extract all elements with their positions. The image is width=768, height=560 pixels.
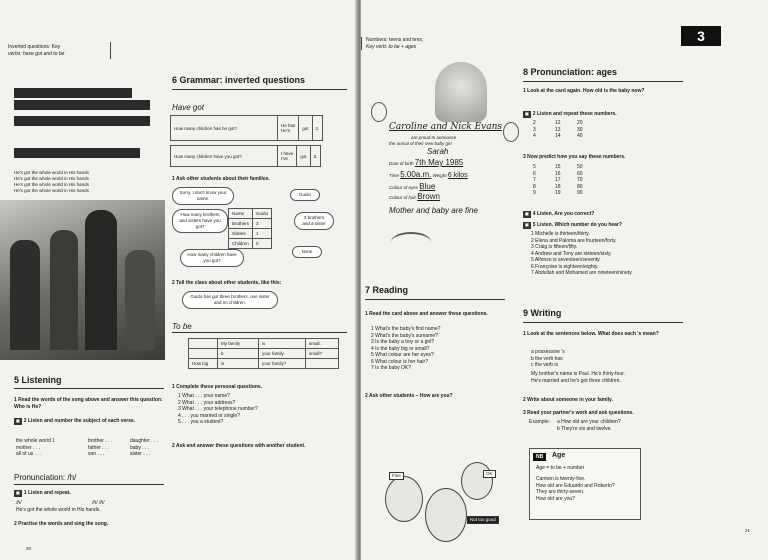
card-line-1: are proud to announce bbox=[411, 135, 457, 140]
number-row bbox=[533, 190, 583, 197]
num: 18 bbox=[555, 183, 561, 190]
nb-badge: NB bbox=[533, 453, 546, 461]
cell: your family? bbox=[259, 359, 306, 369]
table-num: 2. bbox=[312, 116, 323, 141]
pron-ages-q4-text: 4 Listen. Are you correct? bbox=[532, 211, 595, 217]
hear-item: 3 Craig is fifteen/fifty. bbox=[531, 244, 578, 250]
num: 80 bbox=[577, 183, 583, 190]
reading-q1: 1 Read the card above and answer these questions. bbox=[365, 311, 488, 317]
table-subjects bbox=[278, 116, 299, 141]
cell: 1 bbox=[253, 229, 272, 239]
pron-h-q2: 2 Practise the words and sing the song. bbox=[14, 521, 109, 527]
num: 3 bbox=[533, 126, 536, 133]
cassette-icon: ▣ bbox=[16, 490, 20, 495]
bubble-guido-has: Guido has got three brothers, one sister and no children. bbox=[182, 291, 278, 309]
to-be-grid bbox=[188, 338, 339, 369]
dob-label: Date of birth bbox=[389, 161, 414, 166]
num: 14 bbox=[555, 133, 561, 139]
cell: Guido bbox=[253, 209, 272, 219]
hair-label: Colour of hair bbox=[389, 195, 417, 200]
caption-line: He's got the whole world in His hands bbox=[14, 182, 89, 187]
card-footer: Mother and baby are fine bbox=[389, 206, 478, 215]
subject: He has bbox=[281, 123, 296, 128]
word: baby . . . bbox=[130, 444, 150, 451]
cartoon-faces bbox=[385, 458, 505, 560]
pron-ages-q1: 1 Look at the card again. How old is the baby now? bbox=[523, 88, 645, 94]
word: daughter . . . bbox=[130, 438, 159, 444]
reading-items bbox=[371, 326, 440, 372]
pron-ages-q3: 3 Now predict how you say these numbers. bbox=[523, 154, 626, 160]
writing-rule bbox=[523, 322, 683, 323]
num: 8 bbox=[533, 183, 536, 190]
writing-opt: a possessive 's bbox=[531, 349, 565, 355]
num: 6 bbox=[533, 170, 536, 177]
nb-rule: Age = to be + number bbox=[536, 465, 585, 471]
reading-rule bbox=[365, 299, 505, 300]
pron-ages-q2-text: 2 Listen and repeat these numbers. bbox=[532, 111, 617, 117]
numbers-grid-b bbox=[533, 164, 583, 197]
cell: Children bbox=[229, 239, 253, 249]
subject: He's bbox=[281, 128, 290, 133]
writing-opts bbox=[531, 349, 565, 369]
complete-item: 5 . . . you a student? bbox=[178, 419, 224, 425]
writing-example-label: Example: bbox=[529, 419, 550, 425]
nb-title: Age bbox=[552, 452, 566, 459]
figure bbox=[125, 250, 155, 350]
reading-item: 1 What's the baby's first name? bbox=[371, 326, 441, 332]
cassette-icon: ▣ bbox=[16, 418, 20, 423]
table-he-has bbox=[170, 115, 323, 141]
number-row bbox=[533, 133, 583, 140]
task-ask: 2 Ask and answer these questions with another student. bbox=[172, 443, 306, 449]
complete-item: 2 What . . . your address? bbox=[178, 399, 236, 406]
left-page bbox=[0, 0, 357, 560]
card-time bbox=[389, 172, 468, 179]
example-line: He's married and he's got three children. bbox=[531, 377, 621, 384]
page-number-left: 20 bbox=[26, 546, 32, 551]
bubble-how-many: How many brothers and sisters have you got? bbox=[172, 209, 228, 233]
example-line: My brother's name is Paul. He's thirty-four. bbox=[531, 371, 625, 377]
bubble-none: None bbox=[292, 246, 322, 258]
table-question: How many children have you got? bbox=[171, 146, 278, 167]
face-icon bbox=[425, 488, 467, 542]
hear-item: 2 Elena and Paloma are fourteen/forty. bbox=[531, 237, 617, 244]
hear-item: 7 Abdullah and Mohamed are nineteen/ninety. bbox=[531, 270, 633, 276]
listening-rule bbox=[14, 388, 164, 389]
cell: your family bbox=[259, 349, 306, 359]
num: 13 bbox=[555, 126, 561, 133]
dark-strip-1 bbox=[14, 88, 132, 98]
card-names: Caroline and Nick Evans bbox=[389, 122, 503, 132]
top-note-line-1: Numbers: teens and tens; bbox=[366, 37, 424, 43]
reading-item: 3 Is the baby a boy or a girl? bbox=[371, 339, 435, 345]
cell: How big bbox=[189, 359, 218, 369]
nb-line: They are thirty-seven. bbox=[536, 489, 585, 495]
table-question: How many children has he got? bbox=[171, 116, 278, 141]
words-col-1 bbox=[16, 438, 55, 458]
example-q: b They're six and twelve. bbox=[557, 425, 612, 432]
eyes-value: Blue bbox=[419, 182, 436, 191]
complete-item: 3 What . . . your telephone number? bbox=[178, 406, 258, 412]
cell bbox=[189, 349, 218, 359]
reading-title: 7 Reading bbox=[365, 285, 409, 295]
num: 17 bbox=[555, 177, 561, 183]
writing-opt: c the verb is bbox=[531, 362, 558, 368]
num: 9 bbox=[533, 190, 536, 196]
family-photo bbox=[0, 200, 165, 360]
caption-line: He's got the whole world in His hands bbox=[14, 176, 89, 181]
hear-item: 4 Andrew and Tony are sixteen/sixty. bbox=[531, 250, 612, 257]
num: 70 bbox=[577, 177, 583, 183]
table-i-have bbox=[170, 145, 321, 167]
cell bbox=[306, 359, 339, 369]
complete-item: 4 . . . you married or single? bbox=[178, 412, 240, 419]
num: 50 bbox=[577, 164, 583, 170]
hair-value: Brown bbox=[417, 192, 440, 201]
cell bbox=[189, 339, 218, 349]
cell: Brothers bbox=[229, 219, 253, 229]
writing-q3: 3 Read your partner's work and ask questions. bbox=[523, 410, 634, 416]
time-label: Time bbox=[389, 173, 399, 178]
have-got-table-1 bbox=[170, 115, 323, 141]
words-col-3 bbox=[130, 438, 158, 458]
pron-ages-q5 bbox=[523, 222, 622, 229]
pron-h-line: He's got the whole world in His hands. bbox=[16, 507, 101, 513]
family-table bbox=[228, 208, 272, 249]
num: 2 bbox=[533, 120, 536, 126]
table-verb: got bbox=[297, 146, 310, 167]
num: 4 bbox=[533, 133, 536, 139]
cartoon-ok: OK bbox=[483, 470, 496, 478]
word: brother . . . bbox=[88, 438, 113, 444]
cell: is bbox=[218, 359, 259, 369]
dark-strip-4 bbox=[14, 148, 140, 158]
birth-card bbox=[371, 62, 519, 262]
listening-title: 5 Listening bbox=[14, 375, 62, 385]
figure bbox=[10, 240, 40, 350]
word: mother . . . bbox=[16, 444, 40, 451]
table-subjects bbox=[278, 146, 297, 167]
num: 16 bbox=[555, 170, 561, 177]
words-col-2 bbox=[88, 438, 112, 458]
complete-list bbox=[178, 393, 258, 426]
have-got-table-2 bbox=[170, 145, 321, 167]
writing-example bbox=[531, 371, 625, 384]
nb-box bbox=[529, 448, 641, 520]
writing-title: 9 Writing bbox=[523, 308, 562, 318]
caption-line: He's got the whole world in His hands bbox=[14, 170, 89, 175]
eyes-label: Colour of eyes bbox=[389, 185, 419, 190]
cell: Name bbox=[229, 209, 253, 219]
num: 15 bbox=[555, 164, 561, 170]
example-q: a How old are your children? bbox=[557, 419, 621, 425]
pron-ages-title: 8 Pronunciation: ages bbox=[523, 67, 618, 77]
nb-line: How old are you? bbox=[536, 495, 575, 502]
corner-note-line-2: verbs: have got and to be bbox=[8, 50, 65, 57]
cartoon-not-too-good: Not too good bbox=[467, 516, 499, 524]
pron-h-rule bbox=[14, 484, 164, 485]
balloon-icon bbox=[371, 102, 387, 122]
word: sister . . . bbox=[130, 451, 151, 457]
balloon-icon bbox=[503, 122, 519, 142]
dob-value: 7th May 1985 bbox=[414, 158, 464, 167]
reading-item: 5 What colour are her eyes? bbox=[371, 352, 434, 358]
num: 5 bbox=[533, 164, 536, 170]
to-be-rule bbox=[172, 332, 347, 333]
figure bbox=[85, 210, 117, 350]
num: 12 bbox=[555, 120, 561, 126]
card-dob bbox=[389, 160, 463, 167]
nb-line: Carmen is twenty-five. bbox=[536, 476, 586, 482]
reading-item: 6 What colour is her hair? bbox=[371, 358, 428, 365]
reading-item: 7 Is the baby OK? bbox=[371, 365, 412, 371]
listening-q2 bbox=[14, 418, 154, 425]
right-page bbox=[361, 0, 768, 560]
writing-example-qs bbox=[557, 419, 621, 432]
bubble-guido: Guido bbox=[290, 189, 320, 201]
cell: 3 bbox=[253, 219, 272, 229]
bubble-three-brothers: 3 brothers and a sister bbox=[294, 212, 334, 230]
hear-item: 6 Françoise is eighteen/eighty. bbox=[531, 263, 599, 270]
cell: small. bbox=[306, 339, 339, 349]
pron-h-symbol-2: /h/ /h/ bbox=[92, 500, 105, 506]
caption-line: He's got the whole world in His hands bbox=[14, 188, 89, 193]
num: 20 bbox=[577, 120, 583, 126]
num: 90 bbox=[577, 190, 583, 196]
pron-h-title: Pronunciation: /h/ bbox=[14, 473, 77, 482]
family-grid bbox=[228, 208, 272, 249]
listening-q2-text: 2 Listen and number the subject of each verse. bbox=[23, 418, 136, 424]
baby-photo bbox=[435, 62, 487, 122]
writing-opt: b the verb has bbox=[531, 355, 563, 362]
pron-ages-q5-text: 5 Listen. Which number do you hear? bbox=[532, 222, 622, 228]
pron-ages-rule bbox=[523, 81, 683, 82]
card-hair bbox=[389, 194, 440, 201]
cartoon-fine: Fine bbox=[389, 472, 404, 480]
word: all of us . . . bbox=[16, 451, 42, 457]
dark-strip-2 bbox=[14, 100, 150, 110]
reading-item: 4 Is the baby big or small? bbox=[371, 345, 430, 352]
hear-item: 1 Michelle is thirteen/thirty. bbox=[531, 231, 590, 237]
bubble-sorry: Sorry, I don't know your name. bbox=[172, 187, 234, 205]
reading-item: 2 What's the baby's surname? bbox=[371, 332, 438, 339]
song-caption bbox=[14, 170, 154, 194]
grammar-title: 6 Grammar: inverted questions bbox=[172, 75, 306, 85]
subject: I have bbox=[281, 151, 294, 156]
bubble-how-many-children: How many children have you got? bbox=[180, 249, 244, 267]
figure bbox=[50, 230, 78, 350]
corner-note-line-1: Inverted questions: Key bbox=[8, 44, 61, 50]
table-num: 3. bbox=[310, 146, 321, 167]
writing-q1: 1 Look at the sentences below. What does each 's mean? bbox=[523, 331, 659, 337]
num: 7 bbox=[533, 177, 536, 183]
dark-strip-3 bbox=[14, 116, 150, 126]
listening-q1: 1 Read the words of the song above and answer this question: Who is He? bbox=[14, 397, 163, 410]
card-line-2: the arrival of their new baby girl bbox=[389, 141, 452, 146]
nb-line: How old are Eduardo and Roberto? bbox=[536, 482, 615, 489]
top-note bbox=[361, 37, 506, 50]
table-verb: got bbox=[299, 116, 312, 141]
word: son . . . bbox=[88, 451, 105, 457]
task-1: 1 Ask other students about their families. bbox=[172, 176, 270, 182]
task-complete: 1 Complete these personal questions. bbox=[172, 384, 263, 390]
num: 30 bbox=[577, 126, 583, 133]
page-number-right: 21 bbox=[745, 528, 751, 533]
face-icon bbox=[461, 462, 493, 500]
corner-note bbox=[6, 42, 111, 59]
pron-ages-q2 bbox=[523, 111, 617, 118]
subject: I've bbox=[281, 156, 288, 161]
weight-value: 6 kilos bbox=[447, 172, 468, 179]
cell: b bbox=[218, 349, 259, 359]
cell: small? bbox=[306, 349, 339, 359]
cassette-icon: ▣ bbox=[525, 111, 529, 116]
to-be-table bbox=[188, 338, 339, 369]
weight-label: Weight bbox=[432, 173, 447, 178]
reading-q2: 2 Ask other students – How are you? bbox=[365, 393, 453, 399]
word: father . . . bbox=[88, 444, 110, 451]
nb-lines bbox=[536, 476, 615, 502]
cell: is bbox=[259, 339, 306, 349]
top-note-line-2: Key verb: to be + ages bbox=[366, 43, 417, 50]
num: 40 bbox=[577, 133, 583, 139]
writing-q2: 2 Write about someone in your family. bbox=[523, 397, 613, 403]
numbers-grid-a bbox=[533, 120, 583, 140]
card-baby-name: Sarah bbox=[427, 147, 449, 156]
card-eyes bbox=[389, 184, 435, 191]
have-got-label: Have got bbox=[172, 103, 205, 112]
cell: 0 bbox=[253, 239, 272, 249]
stork-icon bbox=[391, 232, 431, 252]
to-be-label: To be bbox=[172, 322, 192, 331]
num: 19 bbox=[555, 190, 561, 196]
cassette-icon: ▣ bbox=[525, 211, 529, 216]
pron-h-q1-text: 1 Listen and repeat. bbox=[23, 490, 71, 496]
face-icon bbox=[385, 476, 423, 522]
hear-item: 5 Alfonso is seventeen/seventy. bbox=[531, 257, 601, 263]
pron-ages-q4 bbox=[523, 211, 594, 218]
unit-number-badge: 3 bbox=[681, 26, 721, 46]
num: 60 bbox=[577, 170, 583, 177]
time-value: 5.00a.m. bbox=[400, 170, 432, 179]
pron-h-symbol-1: /h/ bbox=[16, 500, 22, 506]
complete-item: 1 What . . . your name? bbox=[178, 393, 230, 399]
hear-list bbox=[531, 231, 633, 277]
pron-h-q1 bbox=[14, 490, 71, 497]
word: the whole world 1 bbox=[16, 438, 55, 444]
cell: My family bbox=[218, 339, 259, 349]
grammar-rule bbox=[172, 89, 347, 90]
cell: Sisters bbox=[229, 229, 253, 239]
task-2: 2 Tell the class about other students, like this: bbox=[172, 280, 282, 286]
cassette-icon: ▣ bbox=[525, 222, 529, 227]
